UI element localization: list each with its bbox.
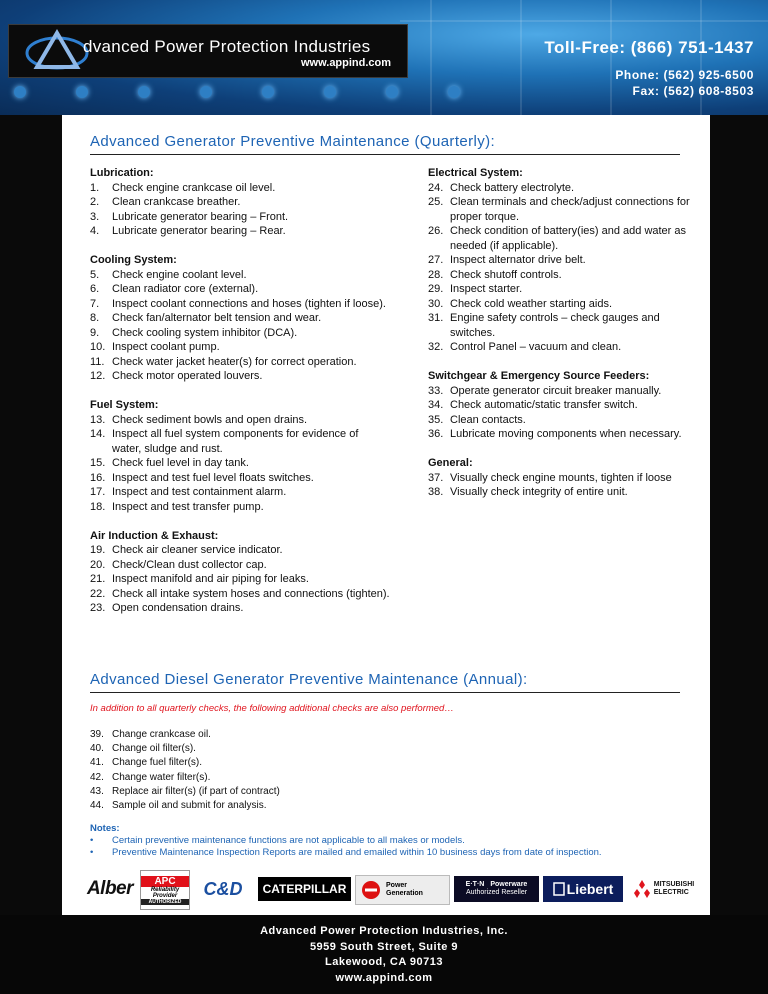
eaton-text: Authorized Reseller xyxy=(465,889,528,896)
fax-number: Fax: (562) 608-8503 xyxy=(632,84,754,98)
checklist-item xyxy=(90,311,390,326)
apc-logo-text: APC xyxy=(141,876,189,887)
checklist-item xyxy=(90,297,390,312)
item-number: 7. xyxy=(90,297,100,310)
decor-dot xyxy=(324,86,336,98)
checklist-item xyxy=(428,398,698,413)
eaton-powerware-logo xyxy=(454,876,539,902)
item-text: Inspect and test fuel level floats switches. xyxy=(112,471,314,484)
checklist-item xyxy=(90,340,390,355)
section-spacer xyxy=(428,442,698,457)
checklist-item xyxy=(90,268,390,283)
bullet-icon: • xyxy=(90,847,94,858)
item-number: 18. xyxy=(90,500,106,513)
caterpillar-logo: CATERPILLAR xyxy=(258,877,351,901)
item-text: Check cooling system inhibitor (DCA). xyxy=(112,326,298,339)
checklist-item xyxy=(90,355,390,370)
footer-company: Advanced Power Protection Industries, Inc. xyxy=(260,925,508,937)
mitsubishi-logo xyxy=(628,870,698,908)
item-number: 14. xyxy=(90,428,106,440)
annual-note: In addition to all quarterly checks, the following additional checks are also performed… xyxy=(90,703,454,714)
section-spacer xyxy=(90,384,390,399)
item-number: 28. xyxy=(428,268,444,281)
checklist-item xyxy=(428,181,698,196)
decor-dot xyxy=(200,86,212,98)
item-number: 44. xyxy=(90,800,104,812)
checklist-item xyxy=(90,224,390,239)
decor-line xyxy=(520,0,522,115)
item-text: Clean crankcase breather. xyxy=(112,196,241,208)
item-text: Inspect coolant pump. xyxy=(112,341,220,353)
item-text: Clean radiator core (external). xyxy=(112,283,259,295)
annual-item xyxy=(90,785,280,799)
item-number: 11. xyxy=(90,355,105,368)
item-number: 16. xyxy=(90,471,106,484)
item-number: 24. xyxy=(428,181,444,194)
item-text: Inspect and test containment alarm. xyxy=(112,486,287,498)
checklist-item xyxy=(428,253,698,268)
item-text: Visually check integrity of entire unit. xyxy=(450,486,628,498)
item-text: Check battery electrolyte. xyxy=(450,181,575,194)
item-text: Replace air filter(s) (if part of contract) xyxy=(112,785,280,797)
company-logo-icon xyxy=(25,29,89,73)
phone-number[interactable]: Phone: (562) 925-6500 xyxy=(615,68,754,82)
annual-item xyxy=(90,742,280,756)
item-number: 30. xyxy=(428,297,444,310)
section-title: Fuel System: xyxy=(90,399,159,411)
item-number: 26. xyxy=(428,225,444,237)
section-title: Electrical System: xyxy=(428,167,523,179)
item-text: Change water filter(s). xyxy=(112,771,211,783)
checklist-item xyxy=(428,282,698,297)
header-banner xyxy=(0,0,768,115)
item-text: Check shutoff controls. xyxy=(450,268,562,281)
alber-logo: Alber xyxy=(86,878,134,899)
item-number: 1. xyxy=(90,181,100,194)
eaton-text: E·T·N xyxy=(465,881,485,888)
item-text: Check water jacket heater(s) for correct operation. xyxy=(112,355,357,368)
item-text: Change crankcase oil. xyxy=(112,729,211,740)
section-title: Switchgear & Emergency Source Feeders: xyxy=(428,370,650,382)
section-title: Cooling System: xyxy=(90,254,177,266)
company-url[interactable]: www.appind.com xyxy=(301,57,392,69)
annual-item xyxy=(90,771,280,785)
item-number: 43. xyxy=(90,785,104,797)
decor-dot xyxy=(76,86,88,98)
item-number: 38. xyxy=(428,486,444,498)
item-text: Change oil filter(s). xyxy=(112,743,196,755)
item-text: Inspect manifold and air piping for leaks. xyxy=(112,573,309,585)
checklist-item xyxy=(428,471,698,486)
item-text: Clean terminals and check/adjust connections for proper torque. xyxy=(450,196,690,223)
item-text: Inspect and test transfer pump. xyxy=(112,500,264,513)
checklist-item xyxy=(90,500,390,515)
item-number: 12. xyxy=(90,370,106,382)
item-text: Inspect coolant connections and hoses (tighten if loose). xyxy=(112,297,386,310)
item-text: Check automatic/static transfer switch. xyxy=(450,399,638,411)
item-text: Clean contacts. xyxy=(450,413,526,426)
annual-item xyxy=(90,799,280,813)
footer-city: Lakewood, CA 90713 xyxy=(324,956,444,968)
liebert-text: Liebert xyxy=(566,881,614,897)
note-text: Certain preventive maintenance functions are not applicable to all makes or models. xyxy=(112,835,465,846)
decor-line xyxy=(400,20,768,22)
apc-logo-sub: Provider xyxy=(152,892,178,899)
bullet-icon: • xyxy=(90,835,94,846)
item-number: 15. xyxy=(90,457,106,469)
checklist-item xyxy=(428,413,698,428)
item-text: Check condition of battery(ies) and add water as needed (if applicable). xyxy=(450,225,687,252)
checklist-item xyxy=(428,384,698,399)
item-text: Inspect starter. xyxy=(450,283,523,295)
checklist-item xyxy=(428,224,698,253)
note-text: Preventive Maintenance Inspection Reports are mailed and emailed within 10 business days from date of inspection. xyxy=(112,847,602,858)
checklist-item xyxy=(90,195,390,210)
item-number: 41. xyxy=(90,757,104,769)
item-text: Lubricate generator bearing – Front. xyxy=(112,210,289,223)
cummins-logo xyxy=(355,875,450,905)
notes-section xyxy=(90,823,602,859)
item-number: 29. xyxy=(428,283,444,295)
item-number: 9. xyxy=(90,326,100,339)
item-number: 21. xyxy=(90,573,106,585)
decor-dot xyxy=(386,86,398,98)
section-spacer xyxy=(428,355,698,370)
mitsubishi-text: ELECTRIC xyxy=(653,889,689,896)
cd-logo: C&D xyxy=(203,878,243,899)
item-text: Check/Clean dust collector cap. xyxy=(112,558,267,571)
decor-dot xyxy=(14,86,26,98)
checklist-item xyxy=(90,181,390,196)
company-name: dvanced Power Protection Industries xyxy=(83,37,371,56)
item-number: 2. xyxy=(90,196,100,208)
item-number: 25. xyxy=(428,196,444,208)
checklist-item xyxy=(90,572,390,587)
annual-item xyxy=(90,756,280,770)
item-number: 19. xyxy=(90,544,106,556)
mitsubishi-text: MITSUBISHI xyxy=(653,881,695,888)
item-number: 27. xyxy=(428,254,444,266)
footer-url[interactable]: www.appind.com xyxy=(335,971,433,984)
annual-checklist xyxy=(90,728,280,813)
item-text: Control Panel – vacuum and clean. xyxy=(450,341,622,353)
quarterly-right-column xyxy=(428,166,698,500)
item-text: Check engine coolant level. xyxy=(112,268,247,281)
annual-item xyxy=(90,728,280,742)
cummins-text: Power xyxy=(386,882,408,889)
item-text: Lubricate generator bearing – Rear. xyxy=(112,225,286,237)
checklist-item xyxy=(90,485,390,500)
checklist-item xyxy=(90,471,390,486)
section-title: Lubrication: xyxy=(90,167,154,179)
item-number: 3. xyxy=(90,210,100,223)
item-number: 35. xyxy=(428,413,444,426)
checklist-item xyxy=(428,195,698,224)
checklist-item xyxy=(90,456,390,471)
item-text: Check air cleaner service indicator. xyxy=(112,544,283,556)
apc-logo xyxy=(140,870,190,910)
decor-line xyxy=(430,0,432,115)
note-item xyxy=(90,847,602,859)
footer-street: 5959 South Street, Suite 9 xyxy=(309,940,459,953)
item-number: 33. xyxy=(428,384,444,397)
document-page xyxy=(62,115,710,915)
item-number: 13. xyxy=(90,413,106,426)
item-number: 31. xyxy=(428,312,444,324)
item-number: 8. xyxy=(90,312,100,324)
checklist-item xyxy=(90,558,390,573)
item-number: 6. xyxy=(90,283,100,295)
item-number: 32. xyxy=(428,341,444,353)
item-text: Operate generator circuit breaker manually. xyxy=(450,384,662,397)
item-text: Inspect all fuel system components for evidence of water, sludge and rust. xyxy=(112,428,359,455)
item-text: Check all intake system hoses and connections (tighten). xyxy=(112,587,390,600)
notes-title: Notes: xyxy=(90,823,120,834)
section-title: Air Induction & Exhaust: xyxy=(90,529,219,542)
item-text: Check fuel level in day tank. xyxy=(112,457,249,469)
eaton-text: Powerware xyxy=(490,881,528,888)
item-text: Check engine crankcase oil level. xyxy=(112,181,276,194)
item-text: Check fan/alternator belt tension and wear. xyxy=(112,312,322,324)
liebert-emblem-icon xyxy=(553,882,565,896)
item-number: 10. xyxy=(90,341,106,353)
decor-dot xyxy=(138,86,150,98)
checklist-item xyxy=(90,587,390,602)
section-title: General: xyxy=(428,457,473,469)
toll-free-number[interactable]: Toll-Free: (866) 751-1437 xyxy=(544,38,754,57)
liebert-logo xyxy=(543,876,623,902)
item-text: Lubricate moving components when necessary. xyxy=(450,428,682,440)
section-spacer xyxy=(90,514,390,529)
checklist-item xyxy=(428,340,698,355)
item-text: Change fuel filter(s). xyxy=(112,757,203,769)
quarterly-heading: Advanced Generator Preventive Maintenance (Quarterly): xyxy=(90,133,680,155)
checklist-item xyxy=(428,297,698,312)
checklist-item xyxy=(428,485,698,500)
item-text: Sample oil and submit for analysis. xyxy=(112,800,267,812)
checklist-item xyxy=(90,369,390,384)
item-text: Open condensation drains. xyxy=(112,602,244,614)
checklist-item xyxy=(428,427,698,442)
checklist-item xyxy=(90,326,390,341)
section-spacer xyxy=(90,239,390,254)
item-number: 4. xyxy=(90,225,100,237)
checklist-item xyxy=(90,210,390,225)
checklist-item xyxy=(428,268,698,283)
item-text: Check motor operated louvers. xyxy=(112,370,263,382)
decor-dot xyxy=(448,86,460,98)
item-text: Inspect alternator drive belt. xyxy=(450,254,586,266)
checklist-item xyxy=(90,427,390,456)
quarterly-left-column xyxy=(90,166,390,616)
checklist-item xyxy=(428,311,698,340)
checklist-item xyxy=(90,543,390,558)
item-number: 40. xyxy=(90,743,104,755)
item-text: Engine safety controls – check gauges and switches. xyxy=(450,312,660,339)
item-number: 36. xyxy=(428,428,444,440)
item-number: 37. xyxy=(428,471,444,484)
checklist-item xyxy=(90,413,390,428)
item-number: 34. xyxy=(428,399,444,411)
note-item xyxy=(90,835,602,847)
item-number: 39. xyxy=(90,729,104,740)
logo-bar[interactable] xyxy=(8,24,408,78)
cummins-text: Generation xyxy=(386,890,423,897)
item-text: Check cold weather starting aids. xyxy=(450,297,613,310)
item-text: Visually check engine mounts, tighten if loose xyxy=(450,471,672,484)
item-number: 23. xyxy=(90,602,106,614)
annual-heading: Advanced Diesel Generator Preventive Maintenance (Annual): xyxy=(90,671,680,693)
decor-dot xyxy=(262,86,274,98)
apc-logo-sub: AUTHORIZED xyxy=(141,899,189,905)
item-number: 42. xyxy=(90,771,104,783)
apc-logo-sub: Reliability xyxy=(150,886,180,893)
brand-logo-strip xyxy=(80,870,700,910)
checklist-item xyxy=(90,601,390,616)
item-text: Check sediment bowls and open drains. xyxy=(112,413,308,426)
footer-address xyxy=(180,924,588,986)
item-number: 22. xyxy=(90,587,106,600)
checklist-item xyxy=(90,282,390,297)
cummins-emblem-icon xyxy=(360,879,382,901)
mitsubishi-diamonds-icon xyxy=(632,880,652,898)
item-number: 17. xyxy=(90,486,106,498)
item-number: 20. xyxy=(90,558,106,571)
item-number: 5. xyxy=(90,268,100,281)
